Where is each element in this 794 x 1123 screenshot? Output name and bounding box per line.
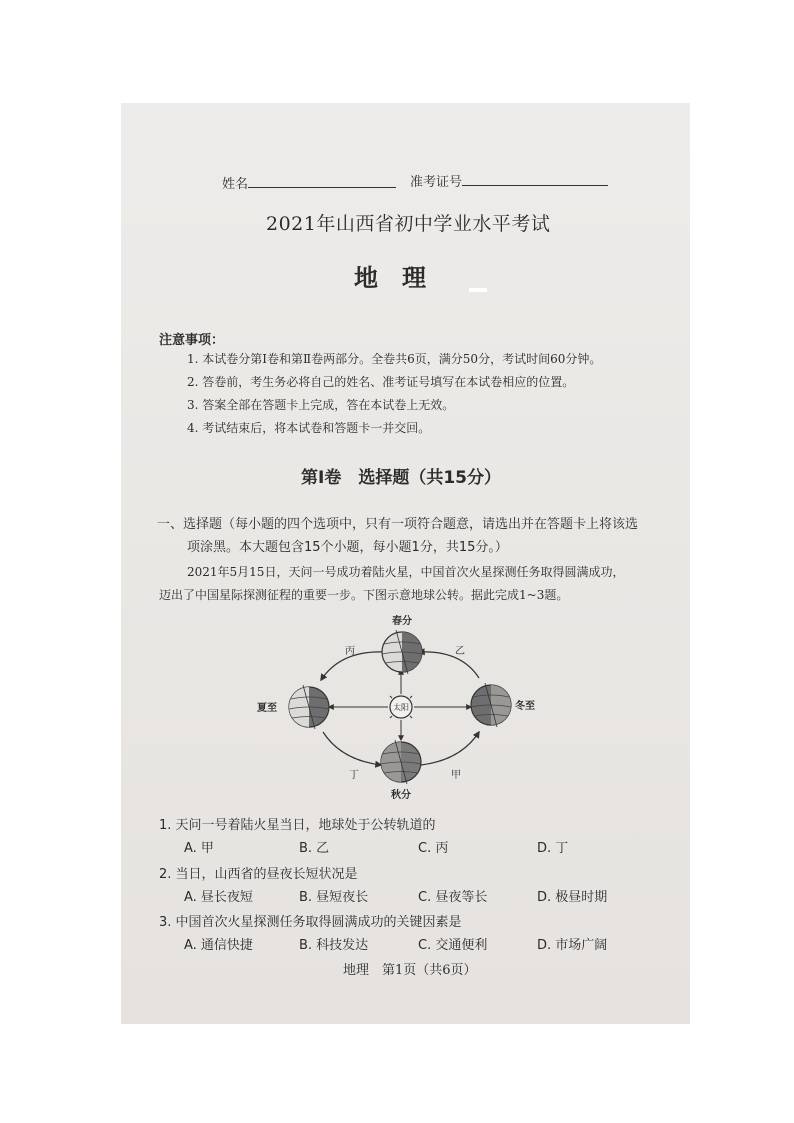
label-spring-equinox: 春分 xyxy=(392,616,412,627)
earth-spring-icon xyxy=(382,630,422,674)
notice-item: 1. 本试卷分第Ⅰ卷和第Ⅱ卷两部分。全卷共6页，满分50分，考试时间60分钟。 xyxy=(187,352,602,366)
label-yi: 乙 xyxy=(455,646,465,657)
scan-mark xyxy=(469,288,487,292)
notice-heading: 注意事项： xyxy=(159,333,225,348)
name-underline xyxy=(248,175,396,188)
q1-option-d: D. 丁 xyxy=(537,841,569,856)
label-autumn-equinox: 秋分 xyxy=(391,790,411,801)
q1-option-a: A. 甲 xyxy=(184,841,214,856)
q2-option-a: A. 昼长夜短 xyxy=(184,890,253,905)
name-label: 姓名 xyxy=(222,177,249,192)
earth-winter-icon xyxy=(471,683,511,727)
q1-option-c: C. 丙 xyxy=(418,841,449,856)
orbit-arc-ding xyxy=(323,732,381,765)
q2-option-b: B. 昼短夜长 xyxy=(299,890,369,905)
exam-id-label: 准考证号 xyxy=(410,175,463,190)
exam-paper xyxy=(121,103,690,1024)
question-3-stem: 3. 中国首次火星探测任务取得圆满成功的关键因素是 xyxy=(159,915,462,930)
section-title: 第Ⅰ卷 选择题（共15分） xyxy=(301,468,501,488)
q3-option-d: D. 市场广阔 xyxy=(537,938,608,953)
sun-label: 太阳 xyxy=(393,703,409,712)
exam-id-field xyxy=(410,171,608,190)
page-footer: 地理 第1页（共6页） xyxy=(343,963,477,978)
question-1-stem: 1. 天问一号着陆火星当日，地球处于公转轨道的 xyxy=(159,818,436,833)
q3-option-c: C. 交通便利 xyxy=(418,938,488,953)
exam-title: 2021年山西省初中学业水平考试 xyxy=(266,213,551,235)
passage-line-1: 2021年5月15日，天问一号成功着陆火星，中国首次火星探测任务取得圆满成功， xyxy=(187,565,625,579)
label-ding: 丁 xyxy=(349,770,359,781)
q2-option-c: C. 昼夜等长 xyxy=(418,890,488,905)
name-field xyxy=(222,173,396,192)
instruction-line-1: 一、选择题（每小题的四个选项中，只有一项符合题意，请选出并在答题卡上将该选 xyxy=(157,517,639,532)
earth-revolution-diagram xyxy=(257,610,535,815)
q3-option-b: B. 科技发达 xyxy=(299,938,369,953)
earth-summer-icon xyxy=(289,685,329,729)
label-summer-solstice: 夏至 xyxy=(257,703,277,714)
instruction-line-2: 项涂黑。本大题包含15个小题，每小题1分，共15分。） xyxy=(187,540,508,555)
q2-option-d: D. 极昼时期 xyxy=(537,890,608,905)
earth-autumn-icon xyxy=(381,740,421,784)
label-winter-solstice: 冬至 xyxy=(515,701,535,712)
passage-line-2: 迈出了中国星际探测征程的重要一步。下图示意地球公转。据此完成1~3题。 xyxy=(159,588,569,602)
notice-item: 4. 考试结束后，将本试卷和答题卡一并交回。 xyxy=(187,421,431,435)
q1-option-b: B. 乙 xyxy=(299,841,330,856)
label-bing: 丙 xyxy=(345,646,355,657)
q3-option-a: A. 通信快捷 xyxy=(184,938,253,953)
label-jia: 甲 xyxy=(451,770,461,781)
orbit-arc-yi xyxy=(419,652,479,678)
subject-title: 地 理 xyxy=(354,263,426,292)
notice-item: 2. 答卷前，考生务必将自己的姓名、准考证号填写在本试卷相应的位置。 xyxy=(187,375,575,389)
orbit-arc-jia xyxy=(421,732,479,765)
notice-item: 3. 答案全部在答题卡上完成，答在本试卷上无效。 xyxy=(187,398,455,412)
question-2-stem: 2. 当日，山西省的昼夜长短状况是 xyxy=(159,867,358,882)
exam-id-underline xyxy=(462,173,608,186)
